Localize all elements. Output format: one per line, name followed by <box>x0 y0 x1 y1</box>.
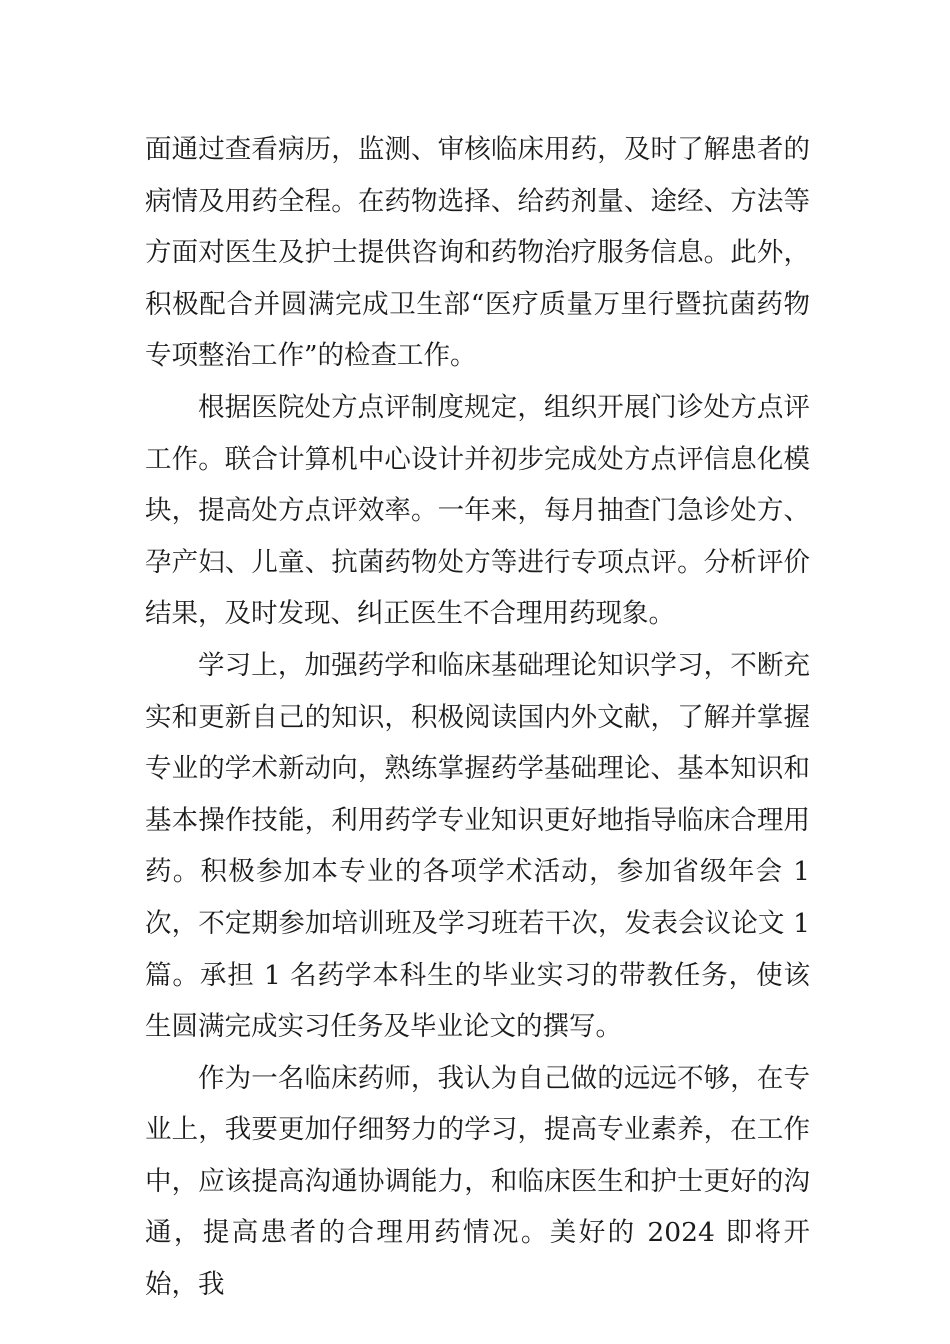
paragraph-prescription-review: 根据医院处方点评制度规定，组织开展门诊处方点评工作。联合计算机中心设计并初步完成处方点评信息化模块，提高处方点评效率。一年来，每月抽查门急诊处方、孕产妇、儿童、抗菌药物处方等进行专项点评。分析评价结果，及时发现、纠正医生不合理用药现象。 <box>145 391 810 630</box>
paragraph-continued: 面通过查看病历，监测、审核临床用药，及时了解患者的病情及用药全程。在药物选择、给药剂量、途经、方法等方面对医生及护士提供咨询和药物治疗服务信息。此外，积极配合并圆满完成卫生部“医疗质量万里行暨抗菌药物专项整治工作”的检查工作。 <box>145 134 810 372</box>
paragraph-study: 学习上，加强药学和临床基础理论知识学习，不断充实和更新自己的知识，积极阅读国内外文献，了解并掌握专业的学术新动向，熟练掌握药学基础理论、基本知识和基本操作技能，利用药学专业知识更好地指导临床合理用药。积极参加本专业的各项学术活动，参加省级年会 1 次，不定期参加培训班及学习班若干次，发表会议论文 1 篇。承担 1 名药学本科生的毕业实习的带教任务，使该生圆满完成实习任务及毕业论文的撰写。 <box>145 649 810 1043</box>
paragraph-reflection: 作为一名临床药师，我认为自己做的远远不够，在专业上，我要更加仔细努力的学习，提高专业素养，在工作中，应该提高沟通协调能力，和临床医生和护士更好的沟通，提高患者的合理用药情况。美好的 2024 即将开始，我 <box>145 1062 810 1301</box>
document-body <box>145 124 810 1311</box>
